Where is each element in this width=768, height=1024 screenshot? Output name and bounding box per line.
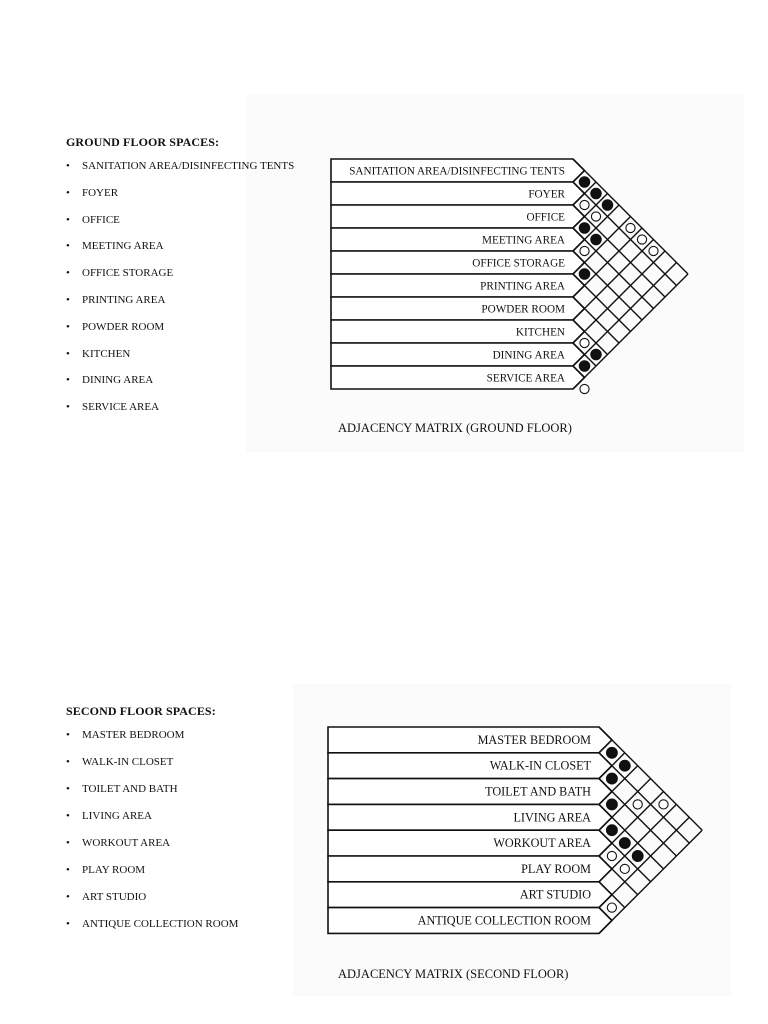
space-label: SANITATION AREA/DISINFECTING TENTS	[82, 160, 295, 172]
bullet-icon: •	[66, 293, 70, 306]
space-label: PLAY ROOM	[82, 864, 146, 876]
matrix-row-label: PRINTING AREA	[480, 280, 565, 293]
space-label: DINING AREA	[82, 374, 154, 387]
matrix-row-label: POWDER ROOM	[481, 303, 565, 316]
bullet-icon: •	[66, 401, 70, 414]
space-label: ANTIQUE COLLECTION ROOM	[82, 918, 239, 930]
space-label: WALK-IN CLOSET	[82, 756, 174, 768]
space-label: PRINTING AREA	[82, 293, 166, 306]
bullet-icon: •	[66, 756, 70, 768]
space-label: KITCHEN	[82, 347, 131, 360]
strong-relation-dot	[607, 773, 618, 784]
matrix-row	[328, 804, 612, 830]
matrix-row	[328, 830, 612, 856]
ground-floor-heading: GROUND FLOOR SPACES:	[66, 135, 220, 149]
matrix-row	[328, 856, 612, 882]
bullet-icon: •	[66, 213, 70, 226]
bullet-icon: •	[66, 864, 70, 876]
weak-relation-ring	[633, 800, 642, 809]
bullet-icon: •	[66, 374, 70, 387]
space-label: TOILET AND BATH	[82, 783, 178, 795]
strong-relation-dot	[619, 838, 630, 849]
matrix-row-label: KITCHEN	[515, 326, 565, 339]
matrix-symbols	[607, 747, 669, 912]
matrix-row-label: MASTER BEDROOM	[477, 732, 591, 747]
bullet-icon: •	[66, 918, 70, 930]
bullet-icon: •	[66, 729, 70, 741]
bullet-icon: •	[66, 891, 70, 903]
space-label: FOYER	[82, 186, 119, 199]
bullet-icon: •	[66, 160, 70, 172]
space-label: ART STUDIO	[82, 891, 147, 903]
bullet-icon: •	[66, 240, 70, 253]
weak-relation-ring	[620, 864, 629, 873]
matrix-row-label: SERVICE AREA	[486, 372, 565, 385]
bullet-icon: •	[66, 267, 70, 280]
strong-relation-dot	[619, 760, 630, 771]
matrix-row	[328, 908, 612, 934]
space-label: OFFICE STORAGE	[82, 267, 174, 280]
matrix-row	[328, 753, 612, 779]
matrix-row	[328, 779, 612, 805]
space-label: MEETING AREA	[82, 240, 164, 253]
second-floor-section	[0, 670, 768, 1010]
space-label: POWDER ROOM	[82, 320, 165, 333]
bullet-icon: •	[66, 810, 70, 822]
space-label: WORKOUT AREA	[82, 837, 171, 849]
strong-relation-dot	[632, 851, 643, 862]
second-floor-heading: SECOND FLOOR SPACES:	[66, 704, 216, 718]
matrix-row-label: DINING AREA	[492, 349, 565, 362]
second-matrix-caption: ADJACENCY MATRIX (SECOND FLOOR)	[338, 967, 569, 981]
matrix-row-label: SANITATION AREA/DISINFECTING TENTS	[349, 165, 565, 178]
space-label: LIVING AREA	[82, 810, 152, 822]
space-label: MASTER BEDROOM	[82, 729, 185, 741]
matrix-row	[328, 727, 612, 753]
ground-matrix-caption: ADJACENCY MATRIX (GROUND FLOOR)	[338, 421, 572, 435]
matrix-row-label: MEETING AREA	[482, 234, 565, 247]
weak-relation-ring	[659, 800, 668, 809]
matrix-row-label: ANTIQUE COLLECTION ROOM	[417, 913, 591, 928]
bullet-icon: •	[66, 320, 70, 333]
weak-relation-ring	[607, 851, 616, 860]
space-label: OFFICE	[82, 213, 120, 226]
bullet-icon: •	[66, 783, 70, 795]
matrix-row-label: OFFICE	[526, 211, 565, 224]
weak-relation-ring	[607, 903, 616, 912]
matrix-row-label: LIVING AREA	[513, 810, 591, 825]
strong-relation-dot	[607, 799, 618, 810]
matrix-row-label: ART STUDIO	[519, 887, 591, 902]
space-label: SERVICE AREA	[82, 401, 160, 414]
matrix-row-label: FOYER	[528, 188, 565, 201]
bullet-icon: •	[66, 837, 70, 849]
matrix-row-label: WALK-IN CLOSET	[489, 758, 591, 773]
bullet-icon: •	[66, 347, 70, 360]
matrix-row-label: PLAY ROOM	[521, 861, 591, 876]
strong-relation-dot	[607, 825, 618, 836]
matrix-row	[328, 882, 612, 908]
matrix-row-label: OFFICE STORAGE	[472, 257, 565, 270]
bullet-icon: •	[66, 186, 70, 199]
matrix-row-label: WORKOUT AREA	[493, 836, 591, 851]
strong-relation-dot	[607, 747, 618, 758]
matrix-row-label: TOILET AND BATH	[485, 784, 591, 799]
